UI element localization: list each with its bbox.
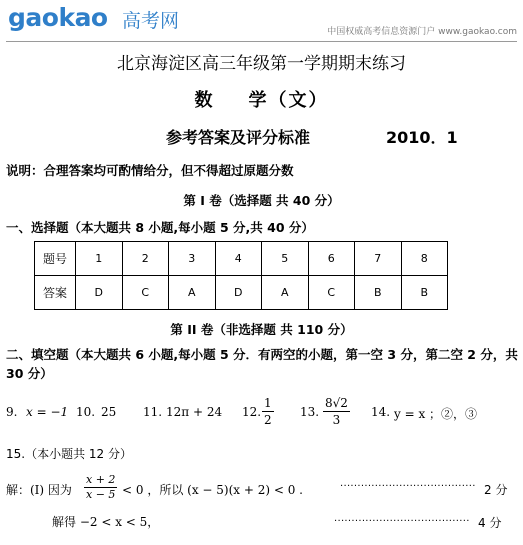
answer-14-label: 14. xyxy=(371,405,391,419)
answer-12-fraction xyxy=(262,395,274,428)
part-one-heading: 第 I 卷（选择题 共 40 分） xyxy=(183,193,340,208)
table-cell: 3 xyxy=(169,242,216,276)
answer-11-label: 11. xyxy=(143,405,163,419)
subject-title xyxy=(0,86,523,112)
exam-date: 2010．1 xyxy=(386,128,458,147)
answer-9: x = −1 xyxy=(26,405,69,419)
grading-note: 说明：合理答案均可酌情给分，但不得超过原题分数 xyxy=(6,163,294,178)
answer-11: 12π + 24 xyxy=(166,405,223,419)
solution-prefix: 解：(I) 因为 xyxy=(6,483,72,497)
table-cell: 7 xyxy=(355,242,402,276)
document-title: 北京海淀区高三年级第一学期期末练习 xyxy=(117,54,406,74)
section-two-heading-continued: 30 分） xyxy=(6,366,53,381)
table-cell: A xyxy=(169,276,216,310)
table-cell: B xyxy=(355,276,402,310)
table-cell: A xyxy=(262,276,309,310)
table-cell: 2 xyxy=(122,242,169,276)
solution-relation: < 0 ，所以 (x − 5)(x + 2) < 0 . xyxy=(122,483,303,497)
multiple-choice-answer-table xyxy=(34,241,448,310)
part-two-heading: 第 II 卷（非选择题 共 110 分） xyxy=(170,322,353,337)
answer-10-label: 10. xyxy=(76,405,96,419)
solution-fraction xyxy=(84,473,117,502)
table-cell: C xyxy=(122,276,169,310)
fraction-denominator: 3 xyxy=(332,413,341,427)
header-divider xyxy=(6,41,517,42)
score-label: 4 分 xyxy=(478,516,502,530)
answer-13-fraction xyxy=(323,395,350,428)
question-15-heading: 15.（本小题共 12 分） xyxy=(6,447,132,461)
table-cell: 4 xyxy=(215,242,262,276)
section-two-heading: 二、填空题（本大题共 6 小题,每小题 5 分．有两空的小题，第一空 3 分，第二空 2 分，共 xyxy=(6,347,518,362)
score-label: 2 分 xyxy=(484,483,508,497)
answer-10: 25 xyxy=(101,405,117,419)
fraction-denominator: x − 5 xyxy=(86,488,116,501)
fraction-denominator: 2 xyxy=(264,413,272,427)
answer-9-label: 9. xyxy=(6,405,18,419)
table-cell: 8 xyxy=(401,242,448,276)
table-header-cell: 题号 xyxy=(35,242,76,276)
table-cell: 6 xyxy=(308,242,355,276)
score-leader-dots: ······································· xyxy=(334,516,470,527)
subject-right: 学（文） xyxy=(248,90,329,111)
table-cell: D xyxy=(76,276,123,310)
answer-12-label: 12. xyxy=(242,405,262,419)
portal-tagline: 中国权威高考信息资源门户 www.gaokao.com xyxy=(327,27,517,37)
table-cell: B xyxy=(401,276,448,310)
solution-line-1 xyxy=(6,473,523,506)
answer-key-title: 参考答案及评分标准 xyxy=(166,128,311,147)
table-row-question-numbers xyxy=(35,242,448,276)
fraction-numerator: 1 xyxy=(264,396,272,410)
table-cell: 5 xyxy=(262,242,309,276)
answer-14: y = x ；②，③ xyxy=(394,407,478,421)
table-cell: D xyxy=(215,276,262,310)
table-cell: C xyxy=(308,276,355,310)
answer-13-label: 13. xyxy=(300,405,320,419)
gaokao-logo[interactable]: gaokao xyxy=(8,3,108,32)
table-cell: 1 xyxy=(76,242,123,276)
fill-in-answers xyxy=(6,395,521,435)
subject-left: 数 xyxy=(194,90,215,111)
fraction-numerator: 8√2 xyxy=(325,396,348,410)
score-leader-dots: ······································· xyxy=(340,481,476,492)
gaokao-logo-chinese[interactable]: 高考网 xyxy=(122,10,180,32)
section-one-heading: 一、选择题（本大题共 8 小题,每小题 5 分,共 40 分） xyxy=(6,220,314,235)
fraction-numerator: x + 2 xyxy=(86,473,116,486)
table-header-cell: 答案 xyxy=(35,276,76,310)
solution-line-2: 解得 −2 < x < 5， xyxy=(52,515,160,529)
table-row-answers xyxy=(35,276,448,310)
